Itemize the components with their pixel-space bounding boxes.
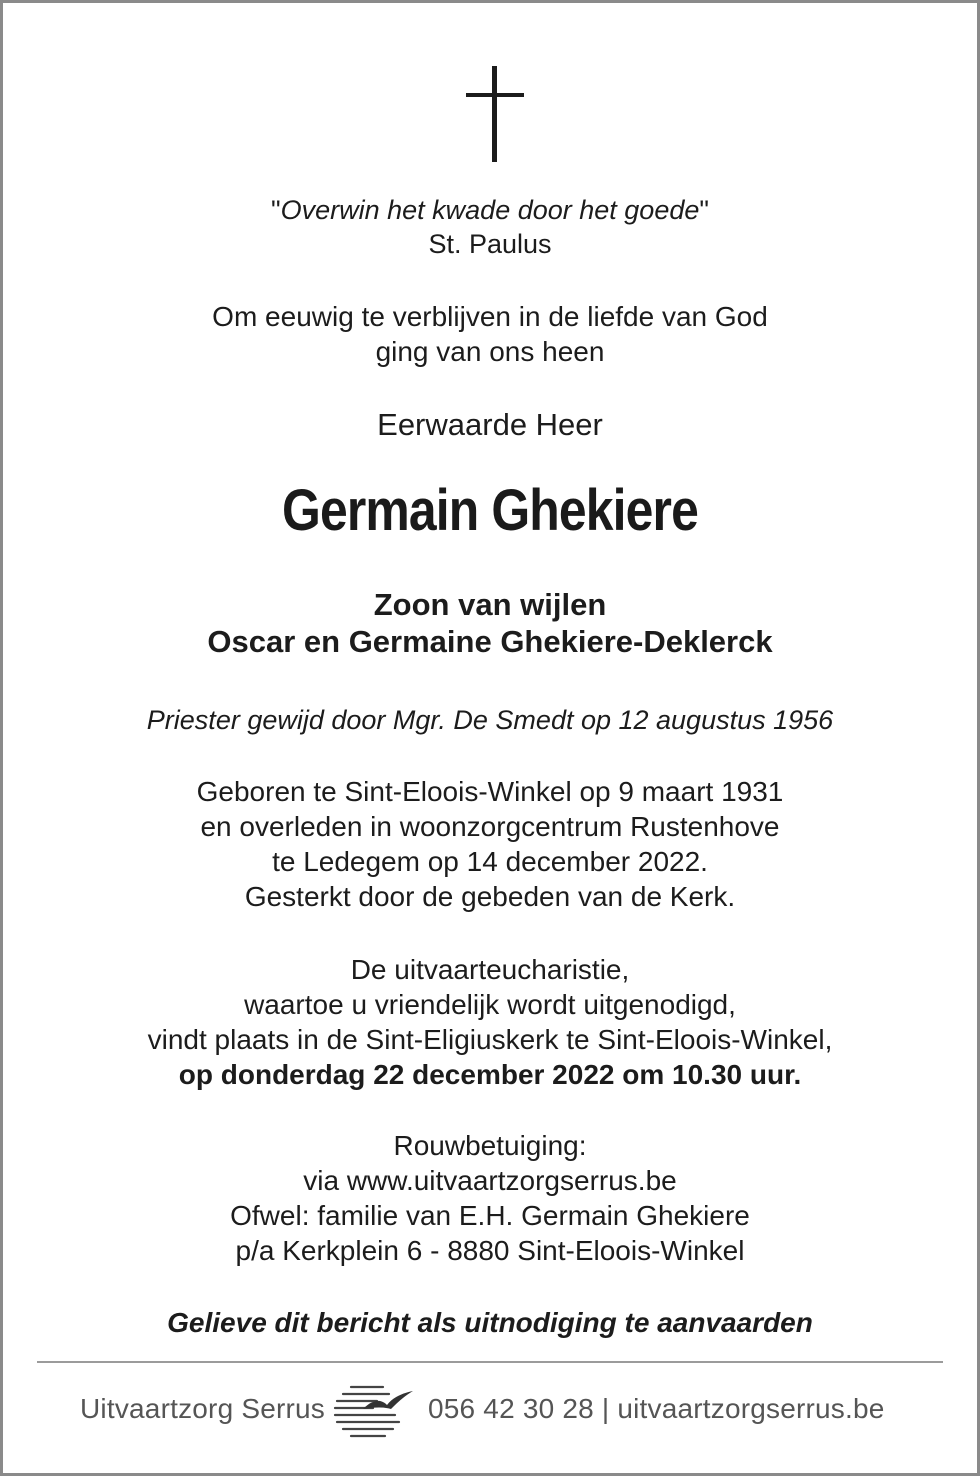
bio-line-3: te Ledegem op 14 december 2022. [272, 846, 708, 877]
bible-quote: "Overwin het kwade door het goede" St. Paulus [3, 193, 977, 261]
funeral-line-2: waartoe u vriendelijk wordt uitgenodigd, [244, 989, 736, 1020]
condolences-website: via www.uitvaartzorgserrus.be [303, 1165, 677, 1196]
seagull-logo-icon [333, 1379, 413, 1447]
parents-info [3, 586, 977, 660]
condolences-line-1: Rouwbetuiging: [393, 1130, 587, 1161]
intro-line-1: Om eeuwig te verblijven in de liefde van God [212, 301, 768, 332]
funeral-date-time: op donderdag 22 december 2022 om 10.30 uur. [178, 1059, 802, 1090]
funeral-line-1: De uitvaarteucharistie, [350, 954, 630, 985]
bio-line-2: en overleden in woonzorgcentrum Rustenhove [200, 811, 780, 842]
intro-text [3, 299, 977, 369]
condolences-info [3, 1128, 977, 1268]
funeral-info [3, 952, 977, 1092]
condolences-line-3: Ofwel: familie van E.H. Germain Ghekiere [230, 1200, 750, 1231]
intro-line-2: ging van ons heen [375, 336, 605, 367]
parents-line-2: Oscar en Germaine Ghekiere-Deklerck [207, 624, 773, 659]
company-contact: 056 42 30 28 | uitvaartzorgserrus.be [428, 1393, 885, 1424]
ordination-info: Priester gewijd door Mgr. De Smedt op 12 augustus 1956 [146, 705, 834, 735]
funeral-company-name: Uitvaartzorg Serrus [80, 1393, 325, 1424]
honorific-title: Eerwaarde Heer [377, 407, 603, 442]
quote-text: Overwin het kwade door het goede [280, 195, 700, 225]
bio-line-4: Gesterkt door de gebeden van de Kerk. [244, 881, 736, 912]
biography [3, 774, 977, 914]
footer-divider [37, 1361, 943, 1363]
condolences-address: p/a Kerkplein 6 - 8880 Sint-Eloois-Winkel [235, 1235, 745, 1266]
deceased-name: Germain Ghekiere [282, 478, 698, 543]
bio-line-1: Geboren te Sint-Eloois-Winkel op 9 maart 1931 [196, 776, 784, 807]
funeral-line-3: vindt plaats in de Sint-Eligiuskerk te Sint-Eloois-Winkel, [147, 1024, 833, 1055]
cross-icon [466, 66, 524, 162]
parents-line-1: Zoon van wijlen [373, 587, 607, 622]
quote-author: St. Paulus [428, 229, 552, 259]
invitation-note: Gelieve dit bericht als uitnodiging te aanvaarden [167, 1307, 813, 1338]
